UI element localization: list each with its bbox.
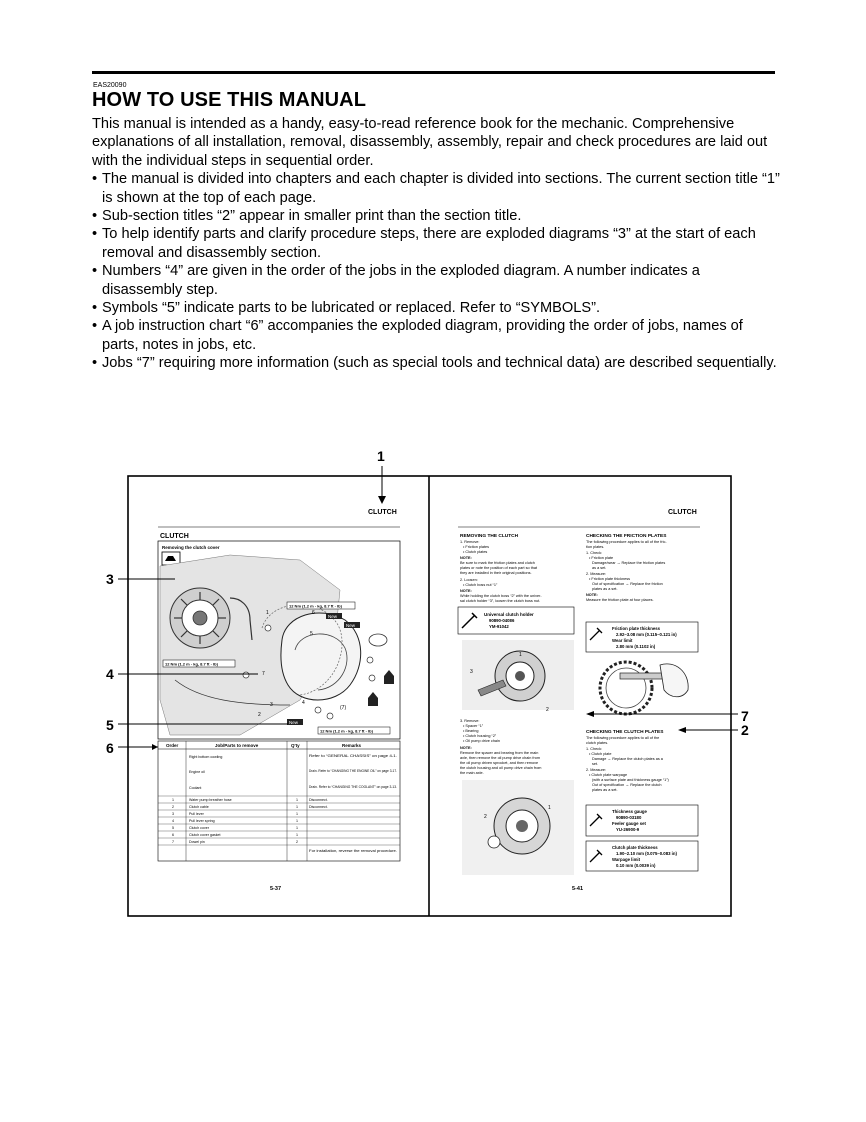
- svg-text:Clutch cover: Clutch cover: [189, 826, 209, 830]
- svg-text:Clutch plate thickness: Clutch plate thickness: [612, 845, 658, 850]
- svg-text:2: 2: [258, 712, 261, 718]
- svg-text:(with a surface plate and thic: (with a surface plate and thickness gauge “1”): [592, 778, 669, 782]
- svg-text:set.: set.: [592, 762, 599, 766]
- svg-text:• Spacer “1”: • Spacer “1”: [463, 724, 484, 728]
- callout-1: 1: [377, 448, 385, 464]
- svg-text:Measure the friction plate at: Measure the friction plate at four places.: [586, 598, 654, 602]
- svg-text:• Friction plate thickness: • Friction plate thickness: [589, 577, 631, 581]
- svg-text:4: 4: [302, 700, 305, 706]
- svg-text:Remove the spacer and bearing: Remove the spacer and bearing from the main: [460, 751, 539, 755]
- left-section-title: CLUTCH: [368, 509, 397, 516]
- callout-4: 4: [106, 666, 114, 682]
- svg-text:Disconnect.: Disconnect.: [309, 805, 328, 809]
- svg-text:axle, then remove the oil pump: axle, then remove the oil pump drive chain from: [460, 756, 540, 760]
- svg-text:Pull lever spring: Pull lever spring: [189, 819, 215, 823]
- svg-text:5: 5: [310, 631, 313, 637]
- torque-label-2: 12 Nm (1.2 m · kg, 8.7 ft · lb): [165, 661, 218, 667]
- table-cell: Right bottom cowling: [189, 755, 223, 759]
- left-page-number: 5-37: [270, 886, 282, 892]
- svg-text:• Bearing: • Bearing: [463, 729, 479, 733]
- svg-text:The following procedure applie: The following procedure applies to all of the: [586, 736, 660, 740]
- svg-text:Clutch cover gasket: Clutch cover gasket: [189, 833, 221, 837]
- svg-text:YM-91042: YM-91042: [489, 624, 509, 629]
- callout-2: 2: [741, 722, 749, 738]
- table-cell: Coolant: [189, 786, 202, 790]
- svg-text:Out of specification → Replace: Out of specification → Replace the clutch: [592, 783, 662, 787]
- svg-text:(7): (7): [340, 705, 347, 711]
- new-badge: New: [328, 614, 338, 619]
- caliper-measurement-illustration: [600, 662, 688, 714]
- svg-text:• Friction plates: • Friction plates: [463, 545, 490, 549]
- svg-text:they are installed in their or: they are installed in their original positions.: [460, 571, 532, 575]
- job-instruction-table: [158, 741, 400, 861]
- new-badge: New: [346, 623, 356, 628]
- svg-text:2. Measure:: 2. Measure:: [586, 572, 607, 576]
- svg-text:3: 3: [470, 669, 473, 675]
- svg-text:2: 2: [296, 840, 298, 844]
- svg-text:Water pump breather hose: Water pump breather hose: [189, 798, 232, 802]
- svg-text:The following procedure applie: The following procedure applies to all of the fric-: [586, 540, 667, 544]
- bullet-item: • To help identify parts and clarify procedure steps, there are exploded diagrams “3” at the start of each removal and disassembly section.: [92, 226, 756, 261]
- friction-plates-title: CHECKING THE FRICTION PLATES: [586, 534, 667, 539]
- bullet-item: • Symbols “5” indicate parts to be lubricated or replaced. Refer to “SYMBOLS”.: [92, 300, 601, 317]
- svg-text:• Friction plate: • Friction plate: [589, 556, 614, 560]
- callout-7: 7: [741, 708, 749, 724]
- svg-text:1: 1: [519, 652, 522, 658]
- callout-3: 3: [106, 571, 114, 587]
- svg-text:plates as a set.: plates as a set.: [592, 788, 618, 792]
- doc-code: EAS20090: [93, 82, 127, 89]
- svg-text:clutch plates.: clutch plates.: [586, 741, 609, 745]
- svg-text:Q'ty: Q'ty: [291, 743, 300, 748]
- svg-text:1: 1: [296, 826, 298, 830]
- svg-text:Out of specification → Replace: Out of specification → Replace the friction: [592, 582, 663, 586]
- left-subsection-title: CLUTCH: [160, 533, 189, 540]
- svg-text:NOTE:: NOTE:: [586, 593, 598, 597]
- svg-text:While holding the clutch boss: While holding the clutch boss “2” with the univer-: [460, 594, 542, 598]
- svg-text:2. Measure:: 2. Measure:: [586, 768, 607, 772]
- svg-text:plates or note the position of: plates or note the position of each part so that: [460, 566, 538, 570]
- svg-text:• Clutch plate warpage: • Clutch plate warpage: [589, 773, 628, 777]
- bullet-item: • Numbers “4” are given in the order of the jobs in the exploded diagram. A number indicates a disassembly step.: [92, 263, 700, 298]
- svg-text:YU-26900-9: YU-26900-9: [616, 827, 640, 832]
- svg-text:• Clutch boss nut “1”: • Clutch boss nut “1”: [463, 583, 498, 587]
- svg-text:1: 1: [172, 798, 174, 802]
- svg-text:Pull lever: Pull lever: [189, 812, 204, 816]
- table-cell: Drain. Refer to “CHANGING THE COOLANT” on page 3-13.: [309, 785, 397, 789]
- svg-text:Damage → Replace the clutch pl: Damage → Replace the clutch plates as a: [592, 757, 663, 761]
- svg-text:1. Check:: 1. Check:: [586, 551, 603, 555]
- svg-text:90890-04086: 90890-04086: [489, 618, 515, 623]
- svg-text:• Clutch plate: • Clutch plate: [589, 752, 612, 756]
- new-badge: New: [289, 720, 299, 725]
- svg-text:Be sure to mark the friction p: Be sure to mark the friction plates and clutch: [460, 561, 535, 565]
- svg-text:5: 5: [172, 826, 174, 830]
- svg-text:plates as a set.: plates as a set.: [592, 587, 618, 591]
- svg-text:Wear limit: Wear limit: [612, 638, 633, 643]
- bullet-item: • The manual is divided into chapters and each chapter is divided into sections. The current section title “1” is shown at the top of each page.: [92, 171, 780, 206]
- svg-text:• Oil pump drive chain: • Oil pump drive chain: [463, 739, 500, 743]
- svg-text:• Clutch housing “2”: • Clutch housing “2”: [463, 734, 497, 738]
- bullet-item: • A job instruction chart “6” accompanies the exploded diagram, providing the order of jobs, names of parts, notes in jobs, etc.: [92, 318, 743, 353]
- svg-text:1: 1: [296, 805, 298, 809]
- svg-text:NOTE:: NOTE:: [460, 746, 472, 750]
- svg-text:90890-03180: 90890-03180: [616, 815, 642, 820]
- svg-text:4: 4: [172, 819, 174, 823]
- svg-text:Disconnect.: Disconnect.: [309, 798, 328, 802]
- svg-text:7: 7: [262, 671, 265, 677]
- svg-text:the clutch housing and oil pum: the clutch housing and oil pump drive chain from: [460, 766, 542, 770]
- table-cell: Engine oil: [189, 770, 205, 774]
- table-cell: Refer to “GENERAL CHASSIS” on page 4-1.: [309, 754, 397, 758]
- svg-text:1. Check:: 1. Check:: [586, 747, 603, 751]
- svg-text:Universal clutch holder: Universal clutch holder: [484, 612, 534, 617]
- svg-text:3: 3: [172, 812, 174, 816]
- svg-text:tion plates.: tion plates.: [586, 545, 605, 549]
- svg-text:1: 1: [296, 819, 298, 823]
- svg-text:as a set.: as a set.: [592, 566, 607, 570]
- right-section-title: CLUTCH: [668, 509, 697, 516]
- svg-text:3. Remove:: 3. Remove:: [460, 719, 480, 723]
- diagram-title: Removing the clutch cover: [162, 545, 220, 550]
- svg-text:Dowel pin: Dowel pin: [189, 840, 205, 844]
- svg-text:1: 1: [266, 610, 269, 616]
- svg-text:the main axle.: the main axle.: [460, 771, 484, 775]
- table-footnote: For installation, reverse the removal procedure.: [309, 849, 397, 853]
- svg-text:0.10 mm (0.0039 in): 0.10 mm (0.0039 in): [616, 863, 656, 868]
- clutch-housing-illustration: [462, 780, 574, 875]
- clutch-plates-title: CHECKING THE CLUTCH PLATES: [586, 730, 664, 735]
- svg-text:Order: Order: [166, 743, 179, 748]
- page-title: HOW TO USE THIS MANUAL: [92, 89, 367, 111]
- svg-text:NOTE:: NOTE:: [460, 556, 472, 560]
- callout-6: 6: [106, 740, 114, 756]
- svg-text:7: 7: [172, 840, 174, 844]
- svg-text:2.80 mm (0.1102 in): 2.80 mm (0.1102 in): [616, 644, 656, 649]
- svg-text:1: 1: [296, 798, 298, 802]
- right-page-number: 5-41: [572, 886, 584, 892]
- callout-5: 5: [106, 717, 114, 733]
- svg-text:1: 1: [296, 833, 298, 837]
- intro-paragraph: This manual is intended as a handy, easy-to-read reference book for the mechanic. Comprehensive explanations of all installation, removal, disassembly, assembly, repair and check procedures are laid out with the individual steps in sequential order.: [92, 116, 768, 169]
- svg-text:Friction plate thickness: Friction plate thickness: [612, 626, 660, 631]
- svg-text:sal clutch holder “3”, loosen: sal clutch holder “3”, loosen the clutch boss nut.: [460, 599, 541, 603]
- svg-text:6: 6: [172, 833, 174, 837]
- svg-text:1: 1: [296, 812, 298, 816]
- clutch-boss-illustration: [462, 640, 574, 713]
- svg-text:Job/Parts to remove: Job/Parts to remove: [215, 743, 259, 748]
- svg-text:6: 6: [312, 610, 315, 616]
- svg-text:2.92–3.08 mm (0.115–0.121 in): 2.92–3.08 mm (0.115–0.121 in): [616, 632, 677, 637]
- bullet-item: • Sub-section titles “2” appear in smaller print than the section title.: [92, 208, 522, 225]
- svg-text:2: 2: [172, 805, 174, 809]
- bullet-item: • Jobs “7” requiring more information (such as special tools and technical data) are described sequentially.: [92, 355, 777, 372]
- torque-label-3: 12 Nm (1.2 m · kg, 8.7 ft · lb): [320, 728, 373, 734]
- svg-text:Remarks: Remarks: [342, 743, 362, 748]
- svg-text:Warpage limit: Warpage limit: [612, 857, 641, 862]
- svg-text:• Clutch plates: • Clutch plates: [463, 550, 488, 554]
- removing-clutch-title: REMOVING THE CLUTCH: [460, 534, 519, 539]
- svg-text:2. Loosen:: 2. Loosen:: [460, 578, 478, 582]
- svg-text:2: 2: [546, 707, 549, 713]
- svg-text:1. Remove:: 1. Remove:: [460, 540, 480, 544]
- svg-text:Clutch cable: Clutch cable: [189, 805, 209, 809]
- svg-text:2: 2: [484, 814, 487, 820]
- table-cell: Drain. Refer to “CHANGING THE ENGINE OIL” on page 3-17.: [309, 769, 397, 773]
- svg-text:3: 3: [270, 702, 273, 708]
- svg-text:Feeler gauge set: Feeler gauge set: [612, 821, 646, 826]
- torque-label-1: 12 Nm (1.2 m · kg, 8.7 ft · lb): [289, 603, 342, 609]
- svg-text:NOTE:: NOTE:: [460, 589, 472, 593]
- svg-text:Damage/wear → Replace the fric: Damage/wear → Replace the friction plates: [592, 561, 666, 565]
- svg-text:1: 1: [548, 805, 551, 811]
- svg-text:1.90–2.10 mm (0.075–0.083 in): 1.90–2.10 mm (0.075–0.083 in): [616, 851, 677, 856]
- svg-text:the oil pump driven sprocket,: the oil pump driven sprocket, and then remove: [460, 761, 539, 765]
- svg-text:Thickness gauge: Thickness gauge: [612, 809, 647, 814]
